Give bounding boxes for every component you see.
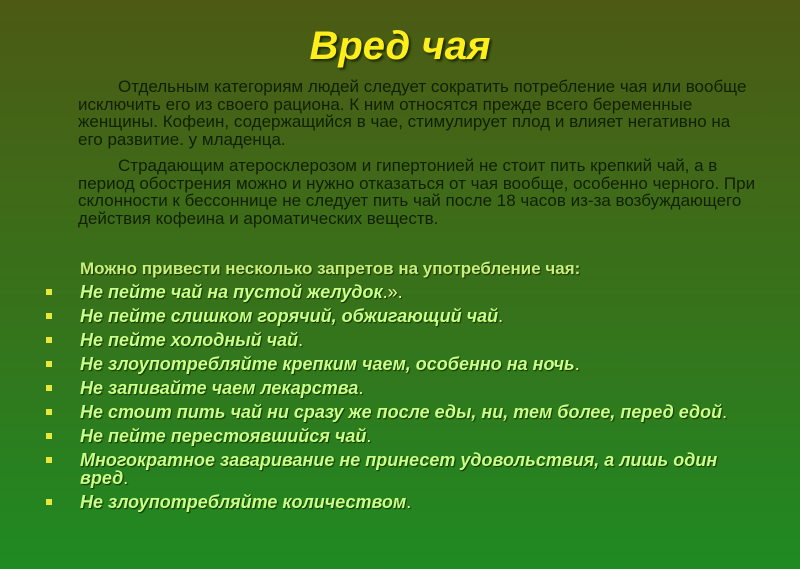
ban-item	[46, 427, 766, 445]
ban-suffix: .	[498, 306, 504, 326]
ban-suffix: .	[574, 354, 580, 374]
ban-text: Не пейте чай на пустой желудок	[80, 282, 383, 302]
ban-suffix: .».	[382, 282, 403, 302]
bans-heading: Можно привести несколько запретов на употребление чая:	[80, 259, 581, 278]
ban-text: Не пейте слишком горячий, обжигающий чай	[80, 306, 499, 326]
bullet-icon	[46, 499, 52, 505]
ban-item	[46, 403, 766, 421]
bullet-icon	[46, 385, 52, 391]
ban-text: Не злоупотребляйте количеством	[80, 492, 407, 512]
ban-text: Не стоит пить чай ни сразу же после еды, ни, тем более, перед едой	[80, 402, 723, 422]
ban-text: Не злоупотребляйте крепким чаем, особенно на ночь	[80, 354, 575, 374]
ban-item	[46, 283, 766, 301]
ban-text: Не пейте перестоявшийся чай	[80, 426, 367, 446]
slide-title: Вред чая	[309, 24, 491, 68]
ban-item	[46, 307, 766, 325]
ban-item	[46, 493, 766, 511]
ban-suffix: .	[298, 330, 304, 350]
ban-item	[46, 355, 766, 373]
ban-item	[46, 451, 766, 487]
bullet-icon	[46, 313, 52, 319]
ban-suffix: .	[123, 468, 129, 488]
bans-list	[46, 283, 766, 511]
bullet-icon	[46, 409, 52, 415]
ban-suffix: .	[366, 426, 372, 446]
bullet-icon	[46, 289, 52, 295]
bullet-icon	[46, 361, 52, 367]
ban-text: Не пейте холодный чай	[80, 330, 299, 350]
ban-text: Многократное заваривание не принесет удовольствия, а лишь один вред	[80, 450, 718, 488]
paragraph-hypertension: Страдающим атеросклерозом и гипертонией не стоит пить крепкий чай, а в период обострения можно и нужно отказаться от чая вообще, особенно черного. При склонности к бессоннице не следует пить чай после 18 часов из-за возбуждающего действия кофеина и ароматических веществ.	[78, 156, 756, 228]
ban-item	[46, 379, 766, 397]
ban-text: Не запивайте чаем лекарства	[80, 378, 359, 398]
ban-suffix: .	[722, 402, 728, 422]
bullet-icon	[46, 433, 52, 439]
paragraph-pregnancy: Отдельным категориям людей следует сократить потребление чая или вообще исключить его из своего рациона. К ним относятся прежде всего беременные женщины. Кофеин, содержащийся в чае, стимулирует плод и влияет негативно на его развитие. у младенца.	[78, 77, 747, 149]
ban-suffix: .	[358, 378, 364, 398]
bullet-icon	[46, 457, 52, 463]
bullet-icon	[46, 337, 52, 343]
ban-suffix: .	[406, 492, 412, 512]
ban-item	[46, 331, 766, 349]
